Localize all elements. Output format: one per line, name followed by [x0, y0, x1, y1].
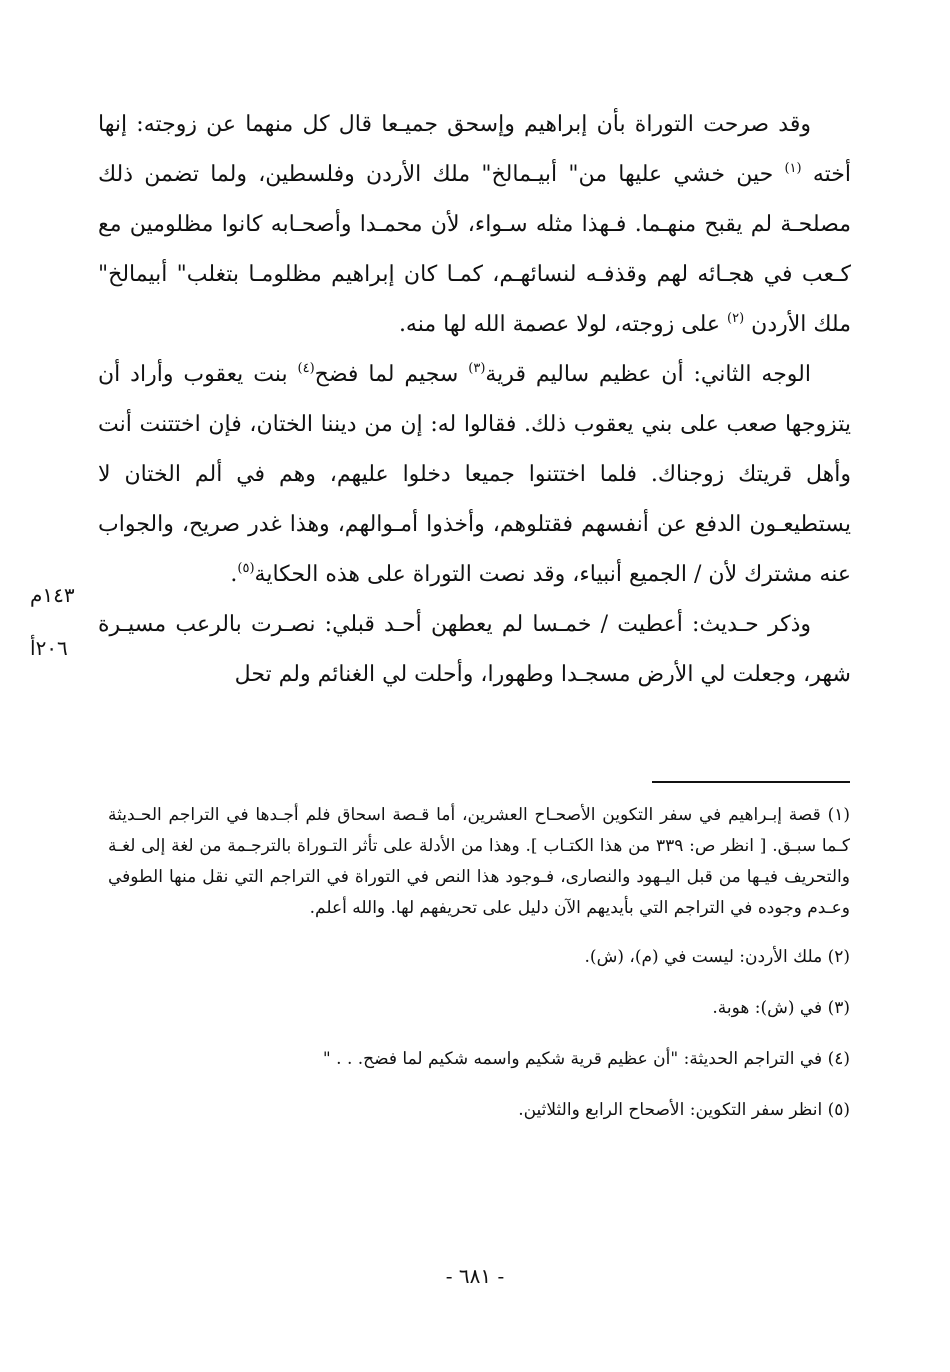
paragraph-1-part-b: حين خشي عليها من" أبيـمالخ" ملك الأردن وفلسطين، ولما تضمن ذلك مصلحـة لم يقبح منهـما. فـهذا مثله سـواء، لأن محمـدا وأصحـابه كانوا مظلومين مع كـعب في هجـائه لهم وقذفـه لنسائهـم، كمـا كان إبراهيم مظلومـا بتغلب" أبيمالخ" ملك الأردن — [98, 162, 851, 337]
footnote-4: (٤) في التراجم الحديثة: "أن عظيم قرية شكيم واسمه شكيم لما فضح. . . " — [322, 1049, 850, 1069]
paragraph-1-part-c: على زوجته، لولا عصمة الله لها منه. — [398, 312, 721, 337]
paragraph-3-text: وذكر حـديث: أعطيت / خمـسا لم يعطهن أحـد قبلي: نصـرت بالرعب مسيـرة شهر، وجعلت لي الأرض مسجـدا وطهورا، وأحلت لي الغنائم ولم تحل — [98, 612, 851, 687]
paragraph-1-part-a: وقد صرحت التوراة بأن إبراهيم وإسحق جميـعا قال كل منهما عن زوجته: إنها أخته — [98, 112, 851, 187]
paragraph-2-part-c: بنت يعقوب وأراد أن يتزوجها صعب على بني يعقوب ذلك. فقالوا له: إن من ديننا الختان، فإن اختتنت أنت وأهل قريتك زوجناك. فلما اختتنوا جميعا دخلوا عليهم، وهم في ألم الختان لا يستطيعـون الدفع عن أنفسهم فقتلوهم، وأخذوا أمـوالهم، وهذا غدر صريح، والجواب عنه مشترك لأن / الجميع أنبياء، وقد نصت التوراة على هذه الحكاية — [98, 362, 851, 587]
footnote-ref-4: (٤) — [297, 361, 315, 376]
footnote-3: (٣) في (ش): هوبة. — [712, 998, 850, 1018]
main-text — [98, 100, 851, 700]
footnote-1: (١) قصة إبـراهيم في سفر التكوين الأصحـاح العشرين، أما قـصة اسحاق فلم أجـدها في التراجم الحـديثة كـما سبـق. [ انظر ص: ٣٣٩ من هذا الكتـاب ]. وهذا من الأدلة على تأثر التـوراة بالترجـمة من لغة إلى لغـة والتحريف فيـها من قبل اليـهود والنصارى، فـوجود هذا النص في التوراة في التراجم التي نقل منها الطوفي وعـدم وجوده في التراجم التي بأيديهم الآن دليل على تحريفهم لها. والله أعلم. — [108, 805, 850, 918]
paragraph-1 — [98, 100, 851, 350]
paragraph-2-part-b: سجيم لما فضح — [314, 362, 459, 387]
margin-note-manuscript-a: ٢٠٦أ — [30, 636, 68, 660]
footnote-ref-2: (٢) — [727, 311, 745, 326]
footnotes-section — [108, 800, 850, 1146]
footnote-ref-3: (٣) — [468, 361, 486, 376]
footnote-ref-5: (٥) — [237, 561, 255, 576]
paragraph-3 — [98, 600, 851, 700]
paragraph-2 — [98, 350, 851, 600]
page-number: - ٦٨١ - — [445, 1264, 505, 1288]
footnote-2: (٢) ملك الأردن: ليست في (م)، (ش). — [584, 947, 850, 967]
footnote-ref-1: (١) — [784, 161, 802, 176]
paragraph-2-part-d: . — [230, 562, 238, 587]
paragraph-2-part-a: الوجه الثاني: أن عظيم ساليم قرية — [485, 362, 811, 387]
margin-note-manuscript-m: ١٤٣م — [30, 583, 75, 607]
footnote-separator — [652, 781, 850, 783]
footnote-5: (٥) انظر سفر التكوين: الأصحاح الرابع والثلاثين. — [518, 1100, 850, 1120]
